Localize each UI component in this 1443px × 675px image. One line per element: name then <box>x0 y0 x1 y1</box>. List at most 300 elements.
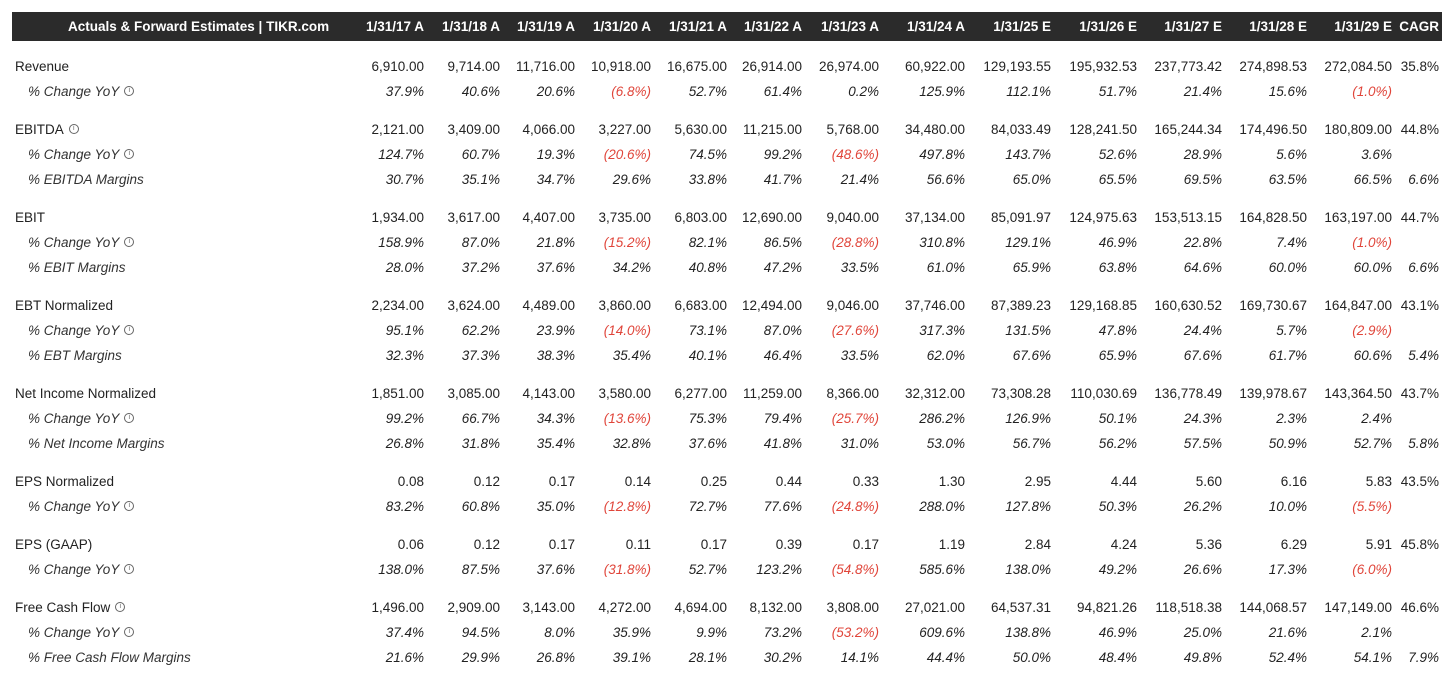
value-cell: 0.17 <box>548 474 575 489</box>
value-cell: 174,496.50 <box>1239 122 1307 137</box>
value-cell: 5.36 <box>1195 537 1222 552</box>
value-cell: 67.6% <box>1012 348 1051 363</box>
value-cell: 0.44 <box>775 474 802 489</box>
value-cell: 24.4% <box>1183 323 1222 338</box>
value-cell: 52.6% <box>1098 147 1137 162</box>
value-cell: (48.6%) <box>831 147 879 162</box>
value-cell: (28.8%) <box>831 235 879 250</box>
column-header: 1/31/25 E <box>993 19 1051 34</box>
value-cell: 310.8% <box>919 235 965 250</box>
value-cell: 21.8% <box>536 235 575 250</box>
row-label-text: EPS Normalized <box>15 474 115 489</box>
info-icon[interactable]: i <box>124 501 134 511</box>
value-cell: 317.3% <box>919 323 965 338</box>
value-cell: 15.6% <box>1268 84 1307 99</box>
value-cell: 33.8% <box>688 172 727 187</box>
value-cell: 2,121.00 <box>371 122 424 137</box>
cagr-cell: 35.8% <box>1400 59 1439 74</box>
value-cell: 0.17 <box>700 537 727 552</box>
value-cell: 5,768.00 <box>826 122 879 137</box>
value-cell: 53.0% <box>926 436 965 451</box>
cagr-cell: 6.6% <box>1408 260 1439 275</box>
value-cell: 62.0% <box>926 348 965 363</box>
value-cell: 30.2% <box>763 650 802 665</box>
sub-metric-row <box>0 645 1443 670</box>
value-cell: 195,932.53 <box>1069 59 1137 74</box>
value-cell: 1,934.00 <box>371 210 424 225</box>
cagr-cell: 45.8% <box>1400 537 1439 552</box>
section-spacer <box>0 41 1443 54</box>
sub-metric-row <box>0 406 1443 431</box>
cagr-cell: 46.6% <box>1400 600 1439 615</box>
row-label <box>15 293 113 318</box>
row-label <box>28 557 134 582</box>
value-cell: 17.3% <box>1268 562 1307 577</box>
value-cell: 26.8% <box>385 436 424 451</box>
value-cell: 4,489.00 <box>522 298 575 313</box>
value-cell: 6,277.00 <box>674 386 727 401</box>
row-label-text: % Change YoY <box>28 323 120 338</box>
value-cell: 49.2% <box>1098 562 1137 577</box>
value-cell: 19.3% <box>536 147 575 162</box>
row-label <box>28 230 134 255</box>
value-cell: 127.8% <box>1005 499 1051 514</box>
value-cell: 64.6% <box>1183 260 1222 275</box>
value-cell: 22.8% <box>1183 235 1222 250</box>
value-cell: 40.8% <box>688 260 727 275</box>
value-cell: 52.7% <box>1353 436 1392 451</box>
value-cell: 63.8% <box>1098 260 1137 275</box>
value-cell: 0.17 <box>548 537 575 552</box>
sub-metric-row <box>0 494 1443 519</box>
value-cell: 37.3% <box>461 348 500 363</box>
value-cell: 87.0% <box>763 323 802 338</box>
value-cell: 0.12 <box>473 474 500 489</box>
value-cell: 3,085.00 <box>447 386 500 401</box>
value-cell: 129.1% <box>1005 235 1051 250</box>
value-cell: 3,409.00 <box>447 122 500 137</box>
value-cell: (6.0%) <box>1352 562 1392 577</box>
value-cell: 4.24 <box>1110 537 1137 552</box>
value-cell: 46.4% <box>763 348 802 363</box>
value-cell: 124.7% <box>378 147 424 162</box>
info-icon[interactable]: i <box>124 413 134 423</box>
row-label <box>28 431 165 456</box>
value-cell: (2.9%) <box>1352 323 1392 338</box>
value-cell: 44.4% <box>926 650 965 665</box>
column-header: 1/31/27 E <box>1164 19 1222 34</box>
value-cell: 50.3% <box>1098 499 1137 514</box>
value-cell: 272,084.50 <box>1324 59 1392 74</box>
section-spacer <box>0 519 1443 532</box>
value-cell: 87.5% <box>461 562 500 577</box>
value-cell: 123.2% <box>756 562 802 577</box>
row-label-text: EBIT <box>15 210 46 225</box>
value-cell: (31.8%) <box>603 562 651 577</box>
value-cell: 50.9% <box>1268 436 1307 451</box>
value-cell: (1.0%) <box>1352 235 1392 250</box>
row-label-text: % EBT Margins <box>28 348 122 363</box>
value-cell: 46.9% <box>1098 625 1137 640</box>
column-header-cagr: CAGR <box>1399 19 1439 34</box>
row-label-text: EBITDA <box>15 122 64 137</box>
value-cell: 6,803.00 <box>674 210 727 225</box>
row-label-text: % Change YoY <box>28 235 120 250</box>
value-cell: 35.0% <box>536 499 575 514</box>
value-cell: 34.3% <box>536 411 575 426</box>
info-icon[interactable]: i <box>124 86 134 96</box>
value-cell: 0.14 <box>624 474 651 489</box>
value-cell: 33.5% <box>840 260 879 275</box>
value-cell: 57.5% <box>1183 436 1222 451</box>
value-cell: 160,630.52 <box>1154 298 1222 313</box>
value-cell: 72.7% <box>688 499 727 514</box>
value-cell: (24.8%) <box>831 499 879 514</box>
row-label <box>28 620 134 645</box>
metric-row <box>0 293 1443 318</box>
value-cell: 32.8% <box>612 436 651 451</box>
value-cell: 2,234.00 <box>371 298 424 313</box>
value-cell: (25.7%) <box>831 411 879 426</box>
value-cell: 143.7% <box>1005 147 1051 162</box>
value-cell: 20.6% <box>536 84 575 99</box>
value-cell: 52.7% <box>688 84 727 99</box>
value-cell: 1,851.00 <box>371 386 424 401</box>
value-cell: 0.25 <box>700 474 727 489</box>
value-cell: 64,537.31 <box>990 600 1051 615</box>
cagr-cell: 5.4% <box>1408 348 1439 363</box>
value-cell: 95.1% <box>385 323 424 338</box>
value-cell: 237,773.42 <box>1154 59 1222 74</box>
value-cell: 28.9% <box>1183 147 1222 162</box>
cagr-cell: 6.6% <box>1408 172 1439 187</box>
sub-metric-row <box>0 318 1443 343</box>
value-cell: 86.5% <box>763 235 802 250</box>
value-cell: 31.8% <box>461 436 500 451</box>
value-cell: 14.1% <box>840 650 879 665</box>
cagr-cell: 44.8% <box>1400 122 1439 137</box>
sub-metric-row <box>0 343 1443 368</box>
value-cell: 0.11 <box>625 537 651 552</box>
info-icon[interactable]: i <box>115 602 125 612</box>
value-cell: 40.6% <box>461 84 500 99</box>
value-cell: 34.2% <box>612 260 651 275</box>
value-cell: 21.6% <box>385 650 424 665</box>
value-cell: 4,272.00 <box>598 600 651 615</box>
value-cell: (27.6%) <box>831 323 879 338</box>
value-cell: 1.19 <box>938 537 965 552</box>
value-cell: 153,513.15 <box>1154 210 1222 225</box>
value-cell: 28.0% <box>385 260 424 275</box>
metric-row <box>0 205 1443 230</box>
value-cell: 1.30 <box>938 474 965 489</box>
value-cell: 94.5% <box>461 625 500 640</box>
value-cell: 11,215.00 <box>742 122 802 137</box>
value-cell: 5.83 <box>1365 474 1392 489</box>
value-cell: (14.0%) <box>603 323 651 338</box>
value-cell: 128,241.50 <box>1069 122 1137 137</box>
value-cell: 16,675.00 <box>666 59 727 74</box>
row-label-text: % EBITDA Margins <box>28 172 144 187</box>
value-cell: 35.4% <box>612 348 651 363</box>
value-cell: 47.8% <box>1098 323 1137 338</box>
value-cell: 11,716.00 <box>515 59 575 74</box>
value-cell: 110,030.69 <box>1070 386 1137 401</box>
value-cell: 67.6% <box>1183 348 1222 363</box>
row-label <box>15 469 114 494</box>
value-cell: 5.6% <box>1276 147 1307 162</box>
value-cell: 37.9% <box>385 84 424 99</box>
header-row <box>12 12 1443 41</box>
value-cell: 6,683.00 <box>674 298 727 313</box>
value-cell: 65.5% <box>1098 172 1137 187</box>
value-cell: 37,134.00 <box>904 210 965 225</box>
value-cell: 2.4% <box>1361 411 1392 426</box>
value-cell: 54.1% <box>1353 650 1392 665</box>
row-label <box>28 343 122 368</box>
value-cell: 274,898.53 <box>1239 59 1307 74</box>
financials-table <box>0 41 1443 670</box>
row-label-text: % Change YoY <box>28 499 120 514</box>
value-cell: 11,259.00 <box>742 386 802 401</box>
value-cell: 2,909.00 <box>447 600 500 615</box>
value-cell: 34,480.00 <box>904 122 965 137</box>
value-cell: 35.9% <box>612 625 651 640</box>
row-label-text: EBT Normalized <box>15 298 114 313</box>
row-label-text: % Change YoY <box>28 562 120 577</box>
value-cell: 138.0% <box>378 562 424 577</box>
value-cell: 29.6% <box>612 172 651 187</box>
value-cell: 0.39 <box>775 537 802 552</box>
value-cell: 609.6% <box>919 625 965 640</box>
value-cell: 23.9% <box>536 323 575 338</box>
value-cell: 129,193.55 <box>983 59 1051 74</box>
value-cell: 4,694.00 <box>674 600 727 615</box>
value-cell: 25.0% <box>1183 625 1222 640</box>
info-icon[interactable]: i <box>124 627 134 637</box>
value-cell: 0.06 <box>397 537 424 552</box>
row-label-text: % Net Income Margins <box>28 436 165 451</box>
value-cell: (6.8%) <box>611 84 651 99</box>
value-cell: 41.7% <box>763 172 802 187</box>
column-header: 1/31/21 A <box>668 19 727 34</box>
cagr-cell: 5.8% <box>1408 436 1439 451</box>
value-cell: 21.6% <box>1268 625 1307 640</box>
value-cell: 60.8% <box>461 499 500 514</box>
value-cell: 50.0% <box>1012 650 1051 665</box>
value-cell: 139,978.67 <box>1239 386 1307 401</box>
value-cell: (54.8%) <box>831 562 879 577</box>
value-cell: 164,828.50 <box>1239 210 1307 225</box>
row-label <box>28 494 134 519</box>
value-cell: 94,821.26 <box>1076 600 1137 615</box>
row-label <box>15 532 92 557</box>
sub-metric-row <box>0 431 1443 456</box>
section-spacer <box>0 582 1443 595</box>
value-cell: 164,847.00 <box>1324 298 1392 313</box>
value-cell: 0.2% <box>848 84 879 99</box>
value-cell: 62.2% <box>461 323 500 338</box>
value-cell: 124,975.63 <box>1069 210 1137 225</box>
row-label <box>28 255 126 280</box>
value-cell: 61.0% <box>926 260 965 275</box>
value-cell: (1.0%) <box>1352 84 1392 99</box>
sub-metric-row <box>0 557 1443 582</box>
value-cell: 10.0% <box>1268 499 1307 514</box>
table-header <box>12 12 1442 41</box>
value-cell: 56.7% <box>1012 436 1051 451</box>
value-cell: 33.5% <box>840 348 879 363</box>
value-cell: 30.7% <box>385 172 424 187</box>
row-label <box>15 54 69 79</box>
section-spacer <box>0 280 1443 293</box>
info-icon[interactable]: i <box>124 237 134 247</box>
value-cell: 66.7% <box>461 411 500 426</box>
value-cell: 0.17 <box>852 537 879 552</box>
value-cell: 38.3% <box>536 348 575 363</box>
value-cell: 3,860.00 <box>598 298 651 313</box>
table-title: Actuals & Forward Estimates | TIKR.com <box>68 19 330 34</box>
value-cell: 26,914.00 <box>741 59 802 74</box>
cagr-cell: 43.5% <box>1400 474 1439 489</box>
value-cell: 288.0% <box>919 499 965 514</box>
value-cell: 129,168.85 <box>1069 298 1137 313</box>
column-header: 1/31/17 A <box>365 19 424 34</box>
section-spacer <box>0 368 1443 381</box>
info-icon[interactable]: i <box>124 325 134 335</box>
value-cell: 39.1% <box>612 650 651 665</box>
value-cell: 24.3% <box>1183 411 1222 426</box>
cagr-cell: 44.7% <box>1400 210 1439 225</box>
value-cell: 52.4% <box>1268 650 1307 665</box>
column-header: 1/31/24 A <box>906 19 965 34</box>
value-cell: 4,066.00 <box>522 122 575 137</box>
row-label-text: % Change YoY <box>28 411 120 426</box>
value-cell: 60.0% <box>1268 260 1307 275</box>
column-header: 1/31/22 A <box>743 19 802 34</box>
value-cell: 87,389.23 <box>990 298 1051 313</box>
value-cell: 74.5% <box>688 147 727 162</box>
value-cell: 3,580.00 <box>598 386 651 401</box>
sub-metric-row <box>0 620 1443 645</box>
value-cell: 37.6% <box>536 260 575 275</box>
metric-row <box>0 532 1443 557</box>
row-label-text: % Free Cash Flow Margins <box>28 650 191 665</box>
section-spacer <box>0 192 1443 205</box>
value-cell: 65.0% <box>1012 172 1051 187</box>
sub-metric-row <box>0 79 1443 104</box>
value-cell: 73.1% <box>688 323 727 338</box>
value-cell: 50.1% <box>1098 411 1137 426</box>
value-cell: 51.7% <box>1098 84 1137 99</box>
value-cell: (53.2%) <box>831 625 879 640</box>
value-cell: 3.6% <box>1361 147 1392 162</box>
value-cell: 0.33 <box>852 474 879 489</box>
value-cell: 7.4% <box>1276 235 1307 250</box>
value-cell: 41.8% <box>763 436 802 451</box>
value-cell: 99.2% <box>385 411 424 426</box>
row-label <box>28 142 134 167</box>
row-label <box>28 645 191 670</box>
value-cell: 26.6% <box>1183 562 1222 577</box>
value-cell: 2.95 <box>1024 474 1051 489</box>
value-cell: 12,494.00 <box>741 298 802 313</box>
row-label <box>15 205 45 230</box>
value-cell: 5.7% <box>1276 323 1307 338</box>
value-cell: 32.3% <box>385 348 424 363</box>
value-cell: 138.8% <box>1005 625 1051 640</box>
value-cell: 34.7% <box>536 172 575 187</box>
info-icon[interactable]: i <box>124 564 134 574</box>
row-label-text: Revenue <box>15 59 70 74</box>
row-label-text: % Change YoY <box>28 84 120 99</box>
value-cell: 26.2% <box>1183 499 1222 514</box>
value-cell: 3,617.00 <box>447 210 500 225</box>
value-cell: 3,624.00 <box>447 298 500 313</box>
value-cell: (13.6%) <box>603 411 651 426</box>
value-cell: 46.9% <box>1098 235 1137 250</box>
value-cell: 83.2% <box>385 499 424 514</box>
value-cell: 79.4% <box>763 411 802 426</box>
value-cell: 118,518.38 <box>1155 600 1222 615</box>
row-label-text: Free Cash Flow <box>15 600 111 615</box>
value-cell: (15.2%) <box>603 235 651 250</box>
value-cell: 26.8% <box>536 650 575 665</box>
value-cell: 2.1% <box>1361 625 1392 640</box>
value-cell: 37.6% <box>536 562 575 577</box>
row-label-text: % Change YoY <box>28 147 120 162</box>
row-label-text: % EBIT Margins <box>28 260 126 275</box>
column-header: 1/31/18 A <box>441 19 500 34</box>
value-cell: 40.1% <box>688 348 727 363</box>
value-cell: 9,046.00 <box>826 298 879 313</box>
value-cell: 138.0% <box>1005 562 1051 577</box>
value-cell: 4.44 <box>1110 474 1137 489</box>
value-cell: 21.4% <box>840 172 879 187</box>
row-label <box>28 167 144 192</box>
sub-metric-row <box>0 142 1443 167</box>
value-cell: 4,407.00 <box>522 210 575 225</box>
column-header: 1/31/28 E <box>1249 19 1307 34</box>
metric-row <box>0 595 1443 620</box>
value-cell: 37.2% <box>461 260 500 275</box>
value-cell: 75.3% <box>688 411 727 426</box>
column-header: 1/31/29 E <box>1334 19 1392 34</box>
info-icon[interactable]: i <box>124 149 134 159</box>
value-cell: 0.08 <box>397 474 424 489</box>
value-cell: 37,746.00 <box>904 298 965 313</box>
info-icon[interactable]: i <box>69 124 79 134</box>
value-cell: 37.4% <box>385 625 424 640</box>
value-cell: 497.8% <box>919 147 965 162</box>
value-cell: 136,778.49 <box>1154 386 1222 401</box>
metric-row <box>0 469 1443 494</box>
value-cell: 99.2% <box>763 147 802 162</box>
value-cell: 9.9% <box>696 625 727 640</box>
value-cell: 37.6% <box>688 436 727 451</box>
value-cell: 165,244.34 <box>1154 122 1222 137</box>
value-cell: 77.6% <box>763 499 802 514</box>
row-label <box>28 406 134 431</box>
row-label <box>28 79 134 104</box>
value-cell: 585.6% <box>919 562 965 577</box>
cagr-cell: 43.1% <box>1400 298 1439 313</box>
section-spacer <box>0 456 1443 469</box>
value-cell: 21.4% <box>1183 84 1222 99</box>
value-cell: 31.0% <box>840 436 879 451</box>
value-cell: 8.0% <box>544 625 575 640</box>
metric-row <box>0 117 1443 142</box>
